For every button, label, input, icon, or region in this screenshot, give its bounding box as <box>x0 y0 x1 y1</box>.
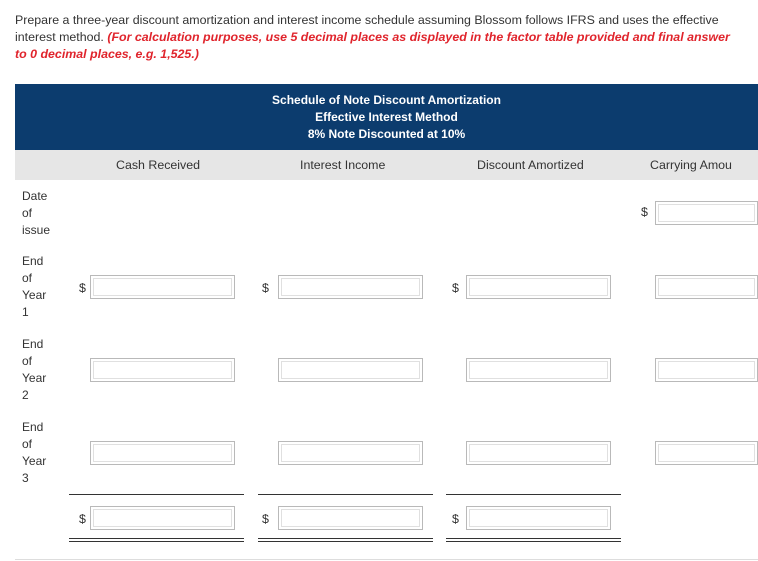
column-header-interest-income: Interest Income <box>300 158 386 172</box>
carrying-amount-year-2-input[interactable] <box>655 358 758 382</box>
banner-title: Schedule of Note Discount Amortization <box>272 93 501 107</box>
discount-amortized-year-3-input[interactable] <box>466 441 611 465</box>
currency-symbol: $ <box>79 512 86 526</box>
currency-symbol: $ <box>452 281 459 295</box>
row-label-end-of-year-1: End of Year 1 <box>22 254 47 319</box>
column-header-cash-received: Cash Received <box>116 158 201 172</box>
discount-amortized-year-2-input[interactable] <box>466 358 611 382</box>
total-double-rule-discount <box>446 538 621 539</box>
currency-symbol: $ <box>262 281 269 295</box>
total-rule-top-cash <box>69 494 244 495</box>
currency-symbol: $ <box>452 512 459 526</box>
interest-income-total-input[interactable] <box>278 506 423 530</box>
row-label-end-of-year-3: End of Year 3 <box>22 420 47 485</box>
interest-income-year-3-input[interactable] <box>278 441 423 465</box>
bottom-divider <box>15 559 758 560</box>
column-header-discount-amortized: Discount Amortized <box>477 158 584 172</box>
cash-received-year-1-input[interactable] <box>90 275 235 299</box>
discount-amortized-year-1-input[interactable] <box>466 275 611 299</box>
total-rule-top-discount <box>446 494 621 495</box>
total-double-rule-interest-2 <box>258 541 433 542</box>
currency-symbol: $ <box>79 281 86 295</box>
interest-income-year-2-input[interactable] <box>278 358 423 382</box>
instructions <box>15 12 735 63</box>
column-headers <box>15 150 758 180</box>
total-double-rule-discount-2 <box>446 541 621 542</box>
row-label-date-of-issue: Date of issue <box>22 189 51 237</box>
row-label-end-of-year-2: End of Year 2 <box>22 337 47 402</box>
carrying-amount-date-of-issue-input[interactable] <box>655 201 758 225</box>
total-rule-top-interest <box>258 494 433 495</box>
banner-method: Effective Interest Method <box>315 110 458 124</box>
interest-income-year-1-input[interactable] <box>278 275 423 299</box>
cash-received-year-2-input[interactable] <box>90 358 235 382</box>
total-double-rule-cash <box>69 538 244 539</box>
schedule-banner <box>15 84 758 150</box>
currency-symbol: $ <box>641 205 648 219</box>
carrying-amount-year-1-input[interactable] <box>655 275 758 299</box>
total-double-rule-cash-2 <box>69 541 244 542</box>
cash-received-total-input[interactable] <box>90 506 235 530</box>
instructions-note: (For calculation purposes, use 5 decimal places as displayed in the factor table provided and final answer to 0 decimal places, e.g. 1,525.) <box>15 30 730 61</box>
banner-rate: 8% Note Discounted at 10% <box>307 127 466 141</box>
discount-amortized-total-input[interactable] <box>466 506 611 530</box>
cash-received-year-3-input[interactable] <box>90 441 235 465</box>
carrying-amount-year-3-input[interactable] <box>655 441 758 465</box>
instructions-text: Prepare a three-year discount amortization and interest income schedule assuming Blossom follows IFRS and uses the effective interest method. <box>15 13 719 44</box>
column-header-carrying-amount: Carrying Amou <box>650 158 732 172</box>
currency-symbol: $ <box>262 512 269 526</box>
total-double-rule-interest <box>258 538 433 539</box>
